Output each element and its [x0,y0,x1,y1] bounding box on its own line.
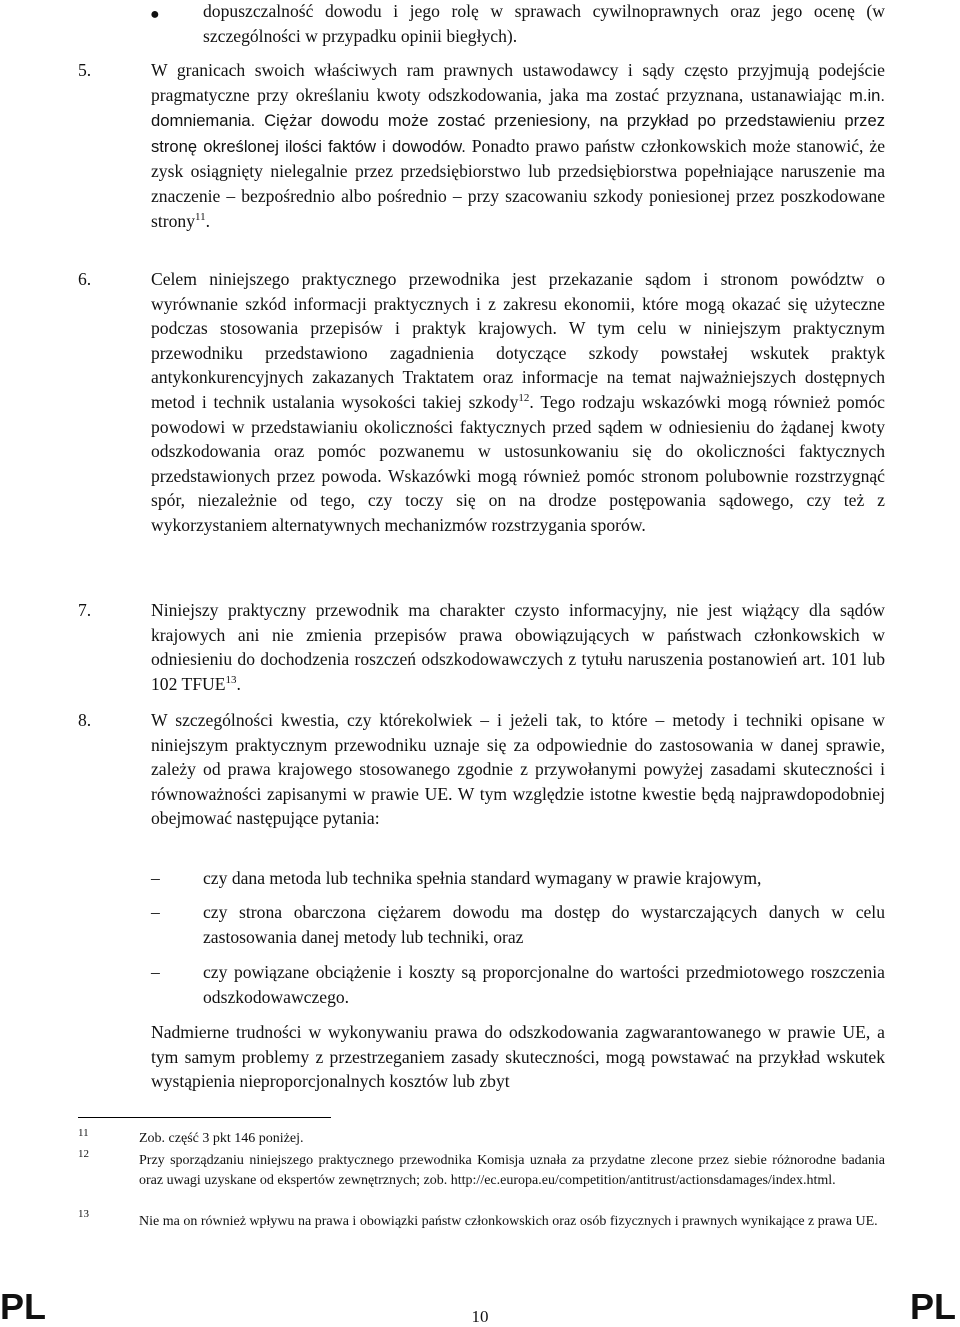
dash-marker: – [151,902,160,922]
footnote-separator [78,1117,331,1118]
footnote-text: Przy sporządzaniu niniejszego praktycznego przewodnika Komisja uznała za przydatne zlecone przez siebie różnorodne badania oraz uwagi uzyskane od ekspertów zewnętrznych; zob. http://ec.europa.eu/competition/antitrust/actionsdamages/index.html. [139,1153,885,1188]
footnote-ref[interactable]: 11 [194,210,206,223]
bullet-dot-icon: ● [150,6,160,23]
footer-language-right: PL [909,1286,956,1327]
dash-marker: – [151,868,160,888]
bullet-text: dopuszczalność dowodu i jego rolę w sprawach cywilnoprawnych oraz jego ocenę (w szczególności w przypadku opinii biegłych). [203,1,885,46]
footnote-number: 12 [78,1148,89,1160]
list-item-text: czy powiązane obciążenie i koszty są proporcjonalne do wartości przedmiotowego roszczenia odszkodowawczego. [203,962,885,1007]
paragraph-text: W granicach swoich właściwych ram prawnych ustawodawcy i sądy często przyjmują podejście pragmatyczne przy określaniu kwoty odszkodowania, jaka ma zostać przyznana, ustanawiając m.in. domniemania. Ciężar dowodu może zostać przeniesiony, na przykład po przedstawieniu przez stronę określonej ilości faktów i dowodów. Ponadto prawo państw członkowskich może stanowić, że zysk osiągnięty nielegalnie przez przedsiębiorstwo lub przedsiębiorstwa popełniające naruszenie ma znaczenie – bezpośrednio albo pośrednio – przy szacowaniu szkody poniesionej przez poszkodowane strony$^{11}$. [151,60,886,231]
list-item-text: czy dana metoda lub technika spełnia standard wymagany w prawie krajowym, [203,868,762,888]
page-number: 10 [471,1307,489,1326]
paragraph-number: 8. [78,710,92,730]
footnote-ref[interactable]: 12 [518,392,530,405]
paragraph-text: W szczególności kwestia, czy którekolwiek – i jeżeli tak, to które – metody i techniki opisane w niniejszym praktycznym przewodniku uznaje się za odpowiednie do zastosowania w danej sprawie, zależy od prawa krajowego stosowanego zgodnie z przywołanymi powyżej zasadami skuteczności i równoważności zapisanymi w prawie UE. W tym względzie istotne kwestie będą najprawdopodobniej obejmować następujące pytania: [151,710,885,829]
footnote-ref[interactable]: 13 [225,673,237,686]
dash-marker: – [151,962,160,982]
paragraph-number: 5. [78,60,92,80]
footnote-number: 11 [78,1127,89,1139]
paragraph-number: 7. [78,600,92,620]
closing-paragraph: Nadmierne trudności w wykonywaniu prawa do odszkodowania zagwarantowanego w prawie UE, a tym samym problemy z przestrzeganiem zasady skuteczności, mogą powstawać na przykład wskutek wystąpienia nieproporcjonalnych kosztów lub zbyt [151,1022,885,1092]
footnote-number: 13 [78,1208,89,1220]
list-item-text: czy strona obarczona ciężarem dowodu ma dostęp do wystarczających danych w celu zastosowania danej metody lub techniki, oraz [203,902,885,947]
footer-language-left: PL [0,1286,47,1327]
footnote-text: Nie ma on również wpływu na prawa i obowiązki państw członkowskich oraz osób fizycznych i prawnych wynikające z prawa UE. [139,1214,878,1229]
footnote-text: Zob. część 3 pkt 146 poniżej. [139,1131,304,1146]
paragraph-number: 6. [78,269,92,289]
paragraph-text: Niniejszy praktyczny przewodnik ma charakter czysto informacyjny, nie jest wiążący dla sądów krajowych ani nie zmienia przepisów prawa obowiązujących w państwach członkowskich w odniesieniu do dochodzenia roszczeń odszkodowawczych z tytułu naruszenia postanowień art. 101 lub 102 TFUE$^{13}$. [151,600,885,694]
paragraph-text: Celem niniejszego praktycznego przewodnika jest przekazanie sądom i stronom powództw o wyrównanie szkód informacji praktycznych i z zakresu ekonomii, które mogą okazać się użyteczne podczas stosowania przepisów i praktyk krajowych. W tym celu w niniejszym praktycznym przewodniku przedstawiono zagadnienia dotyczące szkody powstałej wskutek praktyk antykonkurencyjnych zakazanych Traktatem oraz informacje na temat najważniejszych dostępnych metod i technik ustalania wysokości takiej szkody$^{12}$. Tego rodzaju wskazówki mogą również pomóc powodowi w przedstawianiu okoliczności faktycznych przed sądem w odniesieniu do żądanej kwoty odszkodowania oraz pomóc pozwanemu w ustosunkowaniu się do okoliczności faktycznych przedstawionych przez powoda. Wskazówki mogą również pomóc stronom polubownie rozstrzygnąć spór, niezależnie od tego, czy toczy się on na drodze postępowania sądowego, czy też z wykorzystaniem alternatywnych mechanizmów rozstrzygania sporów. [151,269,885,535]
